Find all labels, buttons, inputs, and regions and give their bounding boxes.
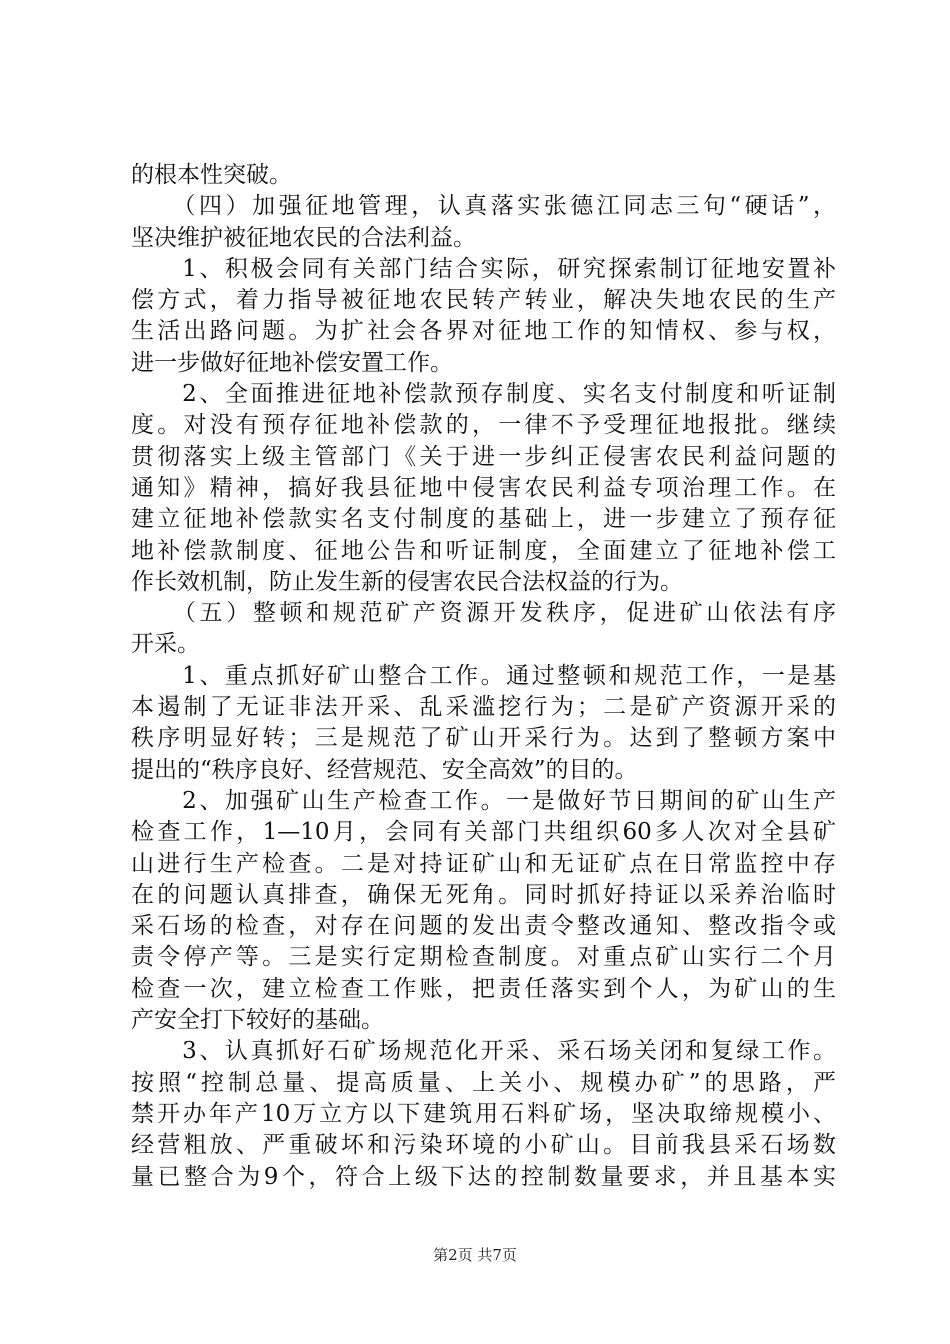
text-line: 开采。 — [131, 631, 200, 658]
text-line: 1、重点抓好矿山整合工作。通过整顿和规范工作，一是基 — [131, 662, 836, 689]
page-footer — [0, 1244, 950, 1265]
text-line: 坚决维护被征地农民的合法利益。 — [131, 224, 476, 251]
text-line: 山进行生产检查。二是对持证矿山和无证矿点在日常监控中存 — [131, 850, 836, 877]
text-line: （五）整顿和规范矿产资源开发秩序，促进矿山依法有序 — [131, 600, 836, 627]
text-line: 产安全打下较好的基础。 — [131, 1007, 384, 1034]
text-line: 3、认真抓好石矿场规范化开采、采石场关闭和复绿工作。 — [131, 1038, 836, 1065]
text-line: 度。对没有预存征地补偿款的，一律不予受理征地报批。继续 — [131, 412, 836, 439]
text-line: 责令停产等。三是实行定期检查制度。对重点矿山实行二个月 — [131, 944, 836, 971]
text-line: 地补偿款制度、征地公告和听证制度，全面建立了征地补偿工 — [131, 537, 836, 564]
text-line: 2、全面推进征地补偿款预存制度、实名支付制度和听证制 — [131, 381, 836, 408]
text-line: 1、积极会同有关部门结合实际，研究探索制订征地安置补 — [131, 255, 836, 282]
text-line: 禁开办年产10万立方以下建筑用石料矿场，坚决取缔规模小、 — [131, 1100, 836, 1127]
document-body — [131, 160, 836, 1193]
text-line: 作长效机制，防止发生新的侵害农民合法权益的行为。 — [131, 568, 683, 595]
page-indicator: 第2页 共7页 — [433, 1246, 517, 1264]
text-line: 生活出路问题。为扩社会各界对征地工作的知情权、参与权， — [131, 318, 836, 345]
text-line: 秩序明显好转；三是规范了矿山开采行为。达到了整顿方案中 — [131, 725, 836, 752]
text-line: 检查工作，1—10月，会同有关部门共组织60多人次对全县矿 — [131, 819, 836, 846]
text-line: 通知》精神，搞好我县征地中侵害农民利益专项治理工作。在 — [131, 474, 836, 501]
text-line: 经营粗放、严重破坏和污染环境的小矿山。目前我县采石场数 — [131, 1132, 836, 1159]
text-line: 采石场的检查，对存在问题的发出责令整改通知、整改指令或 — [131, 913, 836, 940]
text-line: 2、加强矿山生产检查工作。一是做好节日期间的矿山生产 — [131, 787, 836, 814]
text-line: 检查一次，建立检查工作账，把责任落实到个人，为矿山的生 — [131, 975, 836, 1002]
text-line: 按照“控制总量、提高质量、上关小、规模办矿”的思路，严 — [131, 1069, 836, 1096]
text-line: 的根本性突破。 — [131, 162, 292, 188]
text-line: 量已整合为9个，符合上级下达的控制数量要求，并且基本实 — [131, 1163, 836, 1190]
text-line: 本遏制了无证非法开采、乱采滥挖行为；二是矿产资源开采的 — [131, 694, 836, 721]
text-line: 偿方式，着力指导被征地农民转产转业，解决失地农民的生产 — [131, 287, 836, 314]
text-line: 进一步做好征地补偿安置工作。 — [131, 349, 453, 376]
text-line: 提出的“秩序良好、经营规范、安全高效”的目的。 — [131, 756, 638, 783]
text-line: 建立征地补偿款实名支付制度的基础上，进一步建立了预存征 — [131, 506, 836, 533]
text-line: 在的问题认真排查，确保无死角。同时抓好持证以采养治临时 — [131, 881, 836, 908]
text-line: 贯彻落实上级主管部门《关于进一步纠正侵害农民利益问题的 — [131, 443, 836, 470]
text-line: （四）加强征地管理，认真落实张德江同志三句“硬话”， — [131, 193, 836, 220]
